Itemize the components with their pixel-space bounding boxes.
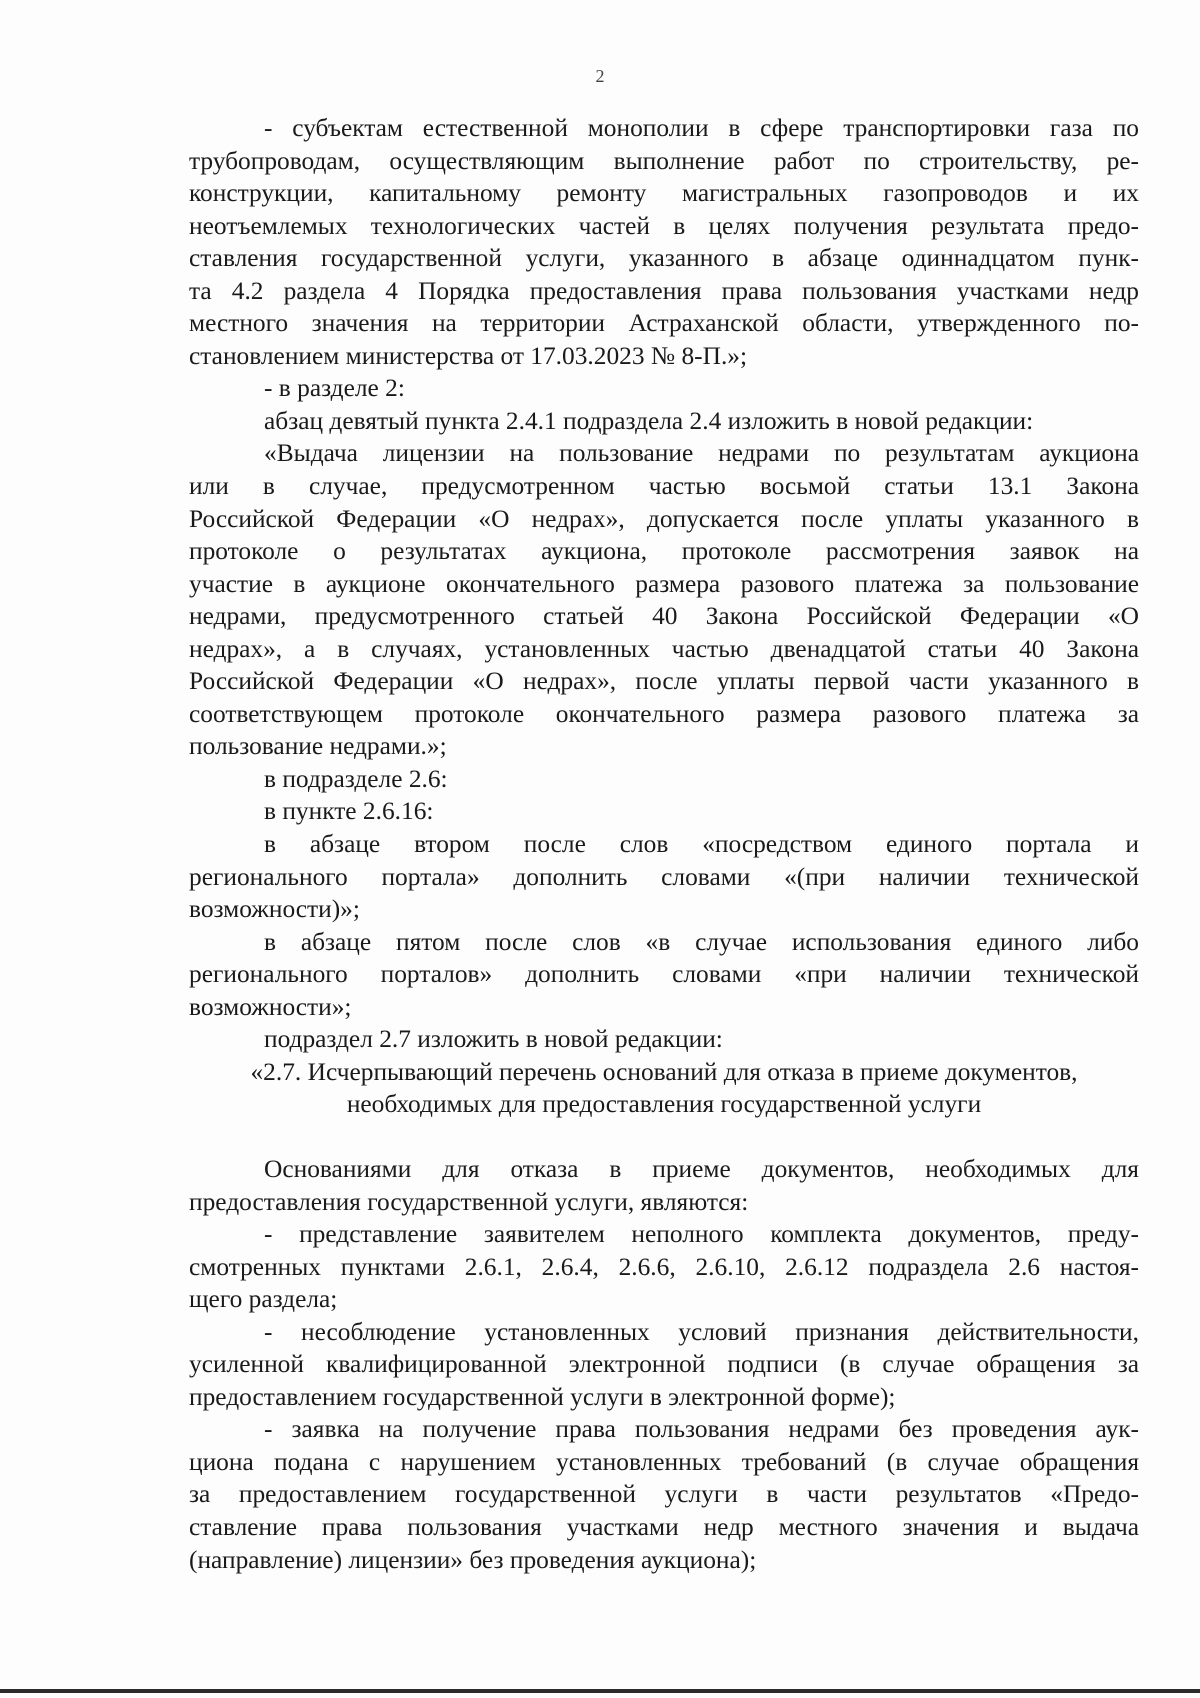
page-number: 2 bbox=[595, 66, 605, 86]
text-line: конструкции, капитальному ремонту магистральных газопроводов и их bbox=[189, 179, 1139, 208]
text-line: - субъектам естественной монополии в сфере транспортировки газа по bbox=[264, 114, 1139, 142]
document-body bbox=[189, 112, 1139, 1576]
text-line: ставления государственной услуги, указанного в абзаце одиннадцатом пунк- bbox=[189, 244, 1139, 273]
text-line: в абзаце втором после слов «посредством единого портала и bbox=[264, 830, 1139, 859]
text-line: предоставлением государственной услуги в электронной форме); bbox=[189, 1382, 896, 1411]
text-line: смотренных пунктами 2.6.1, 2.6.4, 2.6.6, 2.6.10, 2.6.12 подраздела 2.6 настоя- bbox=[189, 1252, 1139, 1281]
text-line: - несоблюдение установленных условий признания действительности, bbox=[264, 1317, 1139, 1346]
text-line: возможности»; bbox=[189, 992, 352, 1021]
text-line: становлением министерства от 17.03.2023 № 8-П.»; bbox=[189, 341, 748, 370]
text-line: за предоставлением государственной услуги в части результатов «Предо- bbox=[189, 1480, 1139, 1509]
text-line: ставление права пользования участками недр местного значения и выдача bbox=[189, 1512, 1139, 1541]
text-line: регионального портала» дополнить словами «(при наличии технической bbox=[189, 862, 1139, 891]
text-line: Российской Федерации «О недрах», после уплаты первой части указанного в bbox=[189, 667, 1139, 696]
text-line: трубопроводам, осуществляющим выполнение работ по строительству, ре- bbox=[189, 146, 1139, 175]
text-line: щего раздела; bbox=[189, 1285, 338, 1314]
text-line: циона подана с нарушением установленных требований (в случае обращения bbox=[189, 1447, 1139, 1476]
text-line: «Выдача лицензии на пользование недрами по результатам аукциона bbox=[264, 439, 1139, 468]
text-line: - представление заявителем неполного комплекта документов, преду- bbox=[264, 1220, 1139, 1249]
text-line: соответствующем протоколе окончательного размера разового платежа за bbox=[189, 699, 1139, 728]
text-line: в абзаце пятом после слов «в случае использования единого либо bbox=[264, 927, 1139, 956]
page-bottom-edge bbox=[0, 1689, 1200, 1693]
paragraph-gap bbox=[189, 1121, 1139, 1153]
text-line: в пункте 2.6.16: bbox=[264, 797, 434, 826]
text-line: усиленной квалифицированной электронной подписи (в случае обращения за bbox=[189, 1350, 1139, 1379]
text-line: Российской Федерации «О недрах», допускается после уплаты указанного в bbox=[189, 504, 1139, 533]
text-line: или в случае, предусмотренном частью восьмой статьи 13.1 Закона bbox=[189, 472, 1139, 501]
text-line: недрах», а в случаях, установленных частью двенадцатой статьи 40 Закона bbox=[189, 634, 1139, 663]
text-line: Основаниями для отказа в приеме документов, необходимых для bbox=[264, 1154, 1139, 1183]
text-line: пользование недрами.»; bbox=[189, 732, 447, 761]
text-line: абзац девятый пункта 2.4.1 подраздела 2.4 изложить в новой редакции: bbox=[264, 406, 1034, 435]
text-line: протоколе о результатах аукциона, протоколе рассмотрения заявок на bbox=[189, 537, 1139, 566]
section-heading-line: необходимых для предоставления государственной услуги bbox=[346, 1090, 982, 1119]
text-line: недрами, предусмотренного статьей 40 Закона Российской Федерации «О bbox=[189, 602, 1139, 631]
text-line: - заявка на получение права пользования недрами без проведения аук- bbox=[264, 1415, 1139, 1444]
text-line: участие в аукционе окончательного размера разового платежа за пользование bbox=[189, 569, 1139, 598]
text-line: неотъемлемых технологических частей в целях получения результата предо- bbox=[189, 211, 1139, 240]
text-line: возможности)»; bbox=[189, 895, 360, 924]
text-line: та 4.2 раздела 4 Порядка предоставления права пользования участками недр bbox=[189, 276, 1139, 305]
text-line: в подразделе 2.6: bbox=[264, 764, 448, 793]
text-line: подраздел 2.7 изложить в новой редакции: bbox=[264, 1025, 723, 1054]
text-line: предоставления государственной услуги, являются: bbox=[189, 1187, 749, 1216]
text-line: (направление) лицензии» без проведения аукциона); bbox=[189, 1545, 757, 1574]
section-heading-line: «2.7. Исчерпывающий перечень оснований для отказа в приеме документов, bbox=[250, 1057, 1078, 1086]
text-line: регионального порталов» дополнить словами «при наличии технической bbox=[189, 960, 1139, 989]
text-line: местного значения на территории Астраханской области, утвержденного по- bbox=[189, 309, 1139, 338]
text-line: - в разделе 2: bbox=[264, 374, 405, 403]
